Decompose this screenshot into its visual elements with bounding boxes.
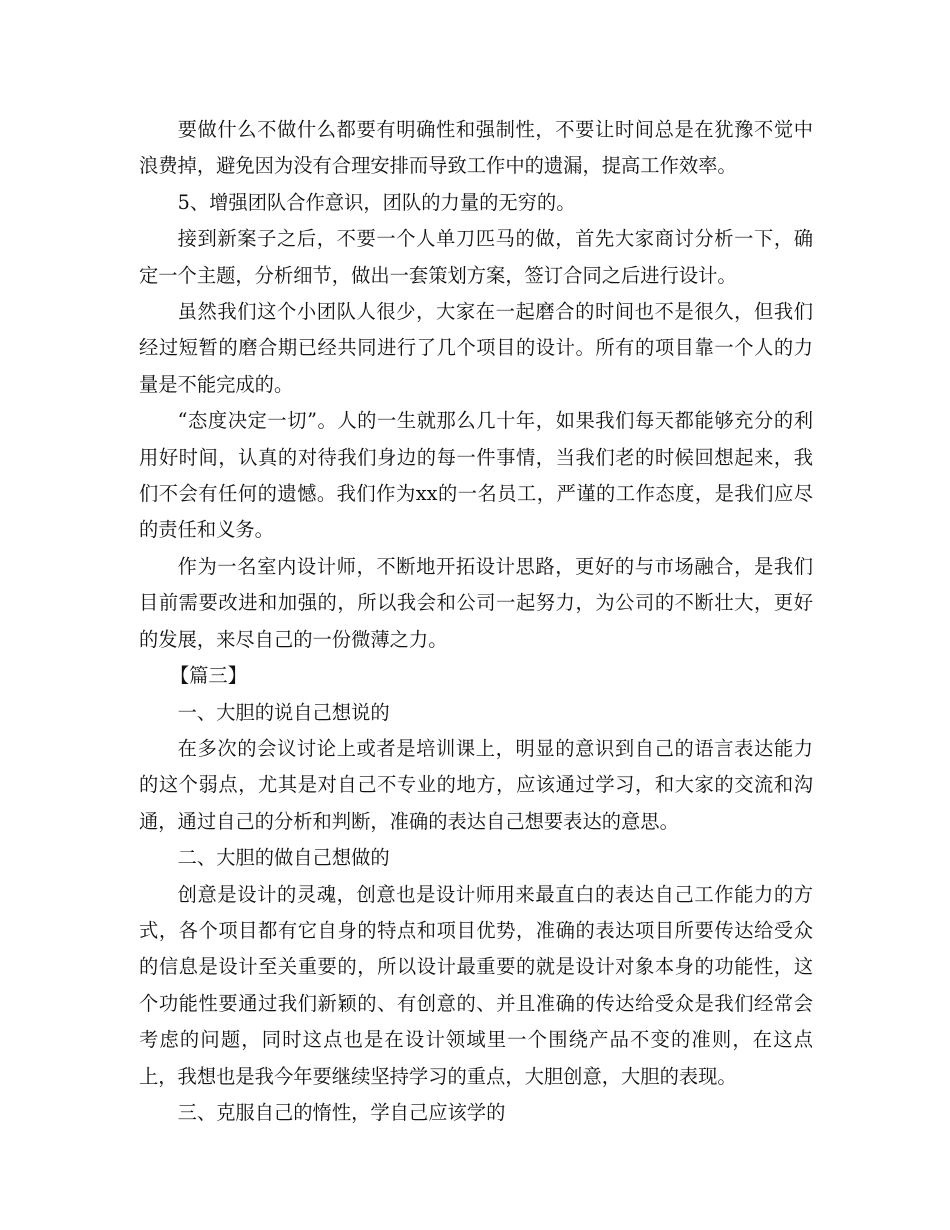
paragraph-teamwork-heading: 5、增强团队合作意识，团队的力量的无穷的。: [177, 190, 576, 214]
paragraph-attitude: “态度决定一切”。人的一生就那么几十年，如果我们每天都能够充分的利用好时间，认真的对待我们身边的每一件事情，当我们老的时候回想起来，我们不会有任何的遗憾。我们作为xx的一名员工，严谨的工作态度，是我们应尽的责任和义务。: [139, 409, 813, 542]
paragraph-new-case: 接到新案子之后，不要一个人单刀匹马的做，首先大家商讨分析一下，确定一个主题，分析细节，做出一套策划方案，签订合同之后进行设计。: [139, 227, 813, 287]
paragraph-efficiency: 要做什么不做什么都要有明确性和强制性，不要让时间总是在犹豫不觉中浪费掉，避免因为没有合理安排而导致工作中的遗漏，提高工作效率。: [139, 118, 813, 178]
document-body: [139, 112, 813, 1131]
paragraph-do-heading: 二、大胆的做自己想做的: [177, 846, 390, 870]
paragraph-speak-heading: 一、大胆的说自己想说的: [177, 700, 390, 724]
paragraph-inertia-heading: 三、克服自己的惰性，学自己应该学的: [177, 1100, 506, 1124]
paragraph-creativity: 创意是设计的灵魂，创意也是设计师用来最直白的表达自己工作能力的方式，各个项目都有它自身的特点和项目优势，准确的表达项目所要传达给受众的信息是设计至关重要的，所以设计最重要的就是设计对象本身的功能性，这个功能性要通过我们新颖的、有创意的、并且准确的传达给受众是我们经常会考虑的问题，同时这点也是在设计领域里一个围绕产品不变的准则，在这点上，我想也是我今年要继续坚持学习的重点，大胆创意，大胆的表现。: [139, 882, 813, 1088]
paragraph-designer: 作为一名室内设计师，不断地开拓设计思路，更好的与市场融合，是我们目前需要改进和加强的，所以我会和公司一起努力，为公司的不断壮大，更好的发展，来尽自己的一份微薄之力。: [139, 554, 813, 651]
paragraph-small-team: 虽然我们这个小团队人很少，大家在一起磨合的时间也不是很久，但我们经过短暂的磨合期已经共同进行了几个项目的设计。所有的项目靠一个人的力量是不能完成的。: [139, 300, 813, 396]
paragraph-expression: 在多次的会议讨论上或者是培训课上，明显的意识到自己的语言表达能力的这个弱点，尤其是对自己不专业的地方，应该通过学习，和大家的交流和沟通，通过自己的分析和判断，准确的表达自己想要表达的意思。: [139, 736, 813, 833]
section-heading-part-three: 【篇三】: [169, 664, 247, 688]
